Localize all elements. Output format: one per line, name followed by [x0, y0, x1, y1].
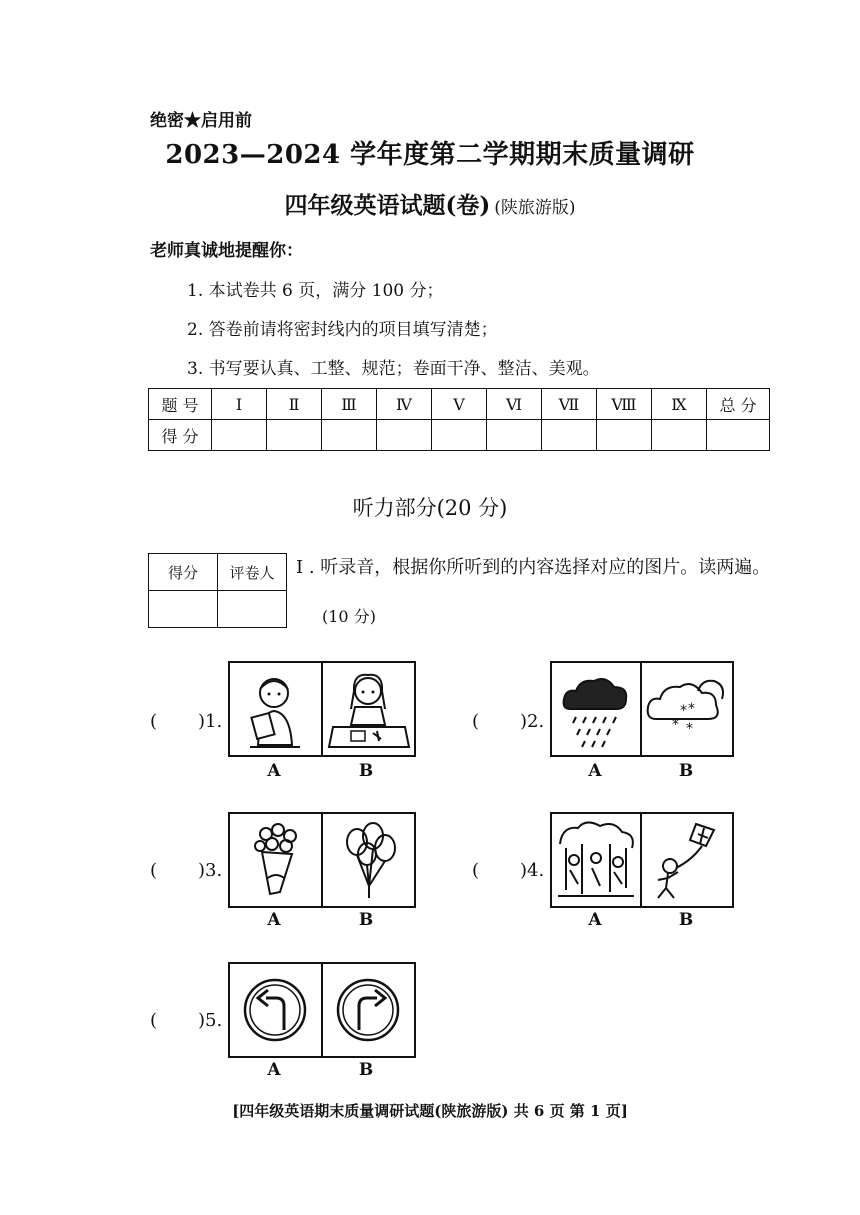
col-7: Ⅶ [542, 389, 597, 420]
col-2: Ⅱ [267, 389, 322, 420]
item-2-number: )2. [520, 711, 545, 732]
col-5: V [432, 389, 487, 420]
option-b-label: B [358, 761, 374, 781]
score-cell[interactable] [487, 420, 542, 451]
exam-subtitle [0, 187, 860, 220]
col-total: 总 分 [707, 389, 770, 420]
grader-score-header: 得分 [149, 554, 218, 591]
option-b-label: B [678, 761, 694, 781]
flower-bouquet-icon[interactable] [230, 814, 323, 906]
item-4-number: )4. [520, 860, 545, 881]
turn-right-sign-icon[interactable] [323, 964, 414, 1056]
answer-paren-open: ( [150, 1010, 158, 1031]
item-2-picture-box [550, 661, 734, 757]
exam-title: 2023—2024 学年度第二学期期末质量调研 [165, 140, 695, 170]
question-1-points: (10 分) [322, 607, 376, 626]
turn-left-sign-icon[interactable] [230, 964, 323, 1056]
drawing-girl-icon[interactable] [323, 663, 414, 755]
edition-label: (陕旅游版) [494, 198, 576, 218]
answer-paren-open: ( [472, 860, 480, 881]
grader-score-cell[interactable] [149, 591, 218, 628]
grader-name-cell[interactable] [218, 591, 287, 628]
svg-text:*: * [688, 701, 695, 717]
option-a-label: A [588, 761, 602, 781]
note-1: 1. 本试卷共 6 页，满分 100 分； [187, 281, 444, 301]
col-1: I [212, 389, 267, 420]
col-3: Ⅲ [322, 389, 377, 420]
note-2: 2. 答卷前请将密封线内的项目填写清楚； [187, 320, 498, 340]
row-label-score: 得 分 [149, 420, 212, 451]
col-9: Ⅸ [652, 389, 707, 420]
flying-kite-icon[interactable] [642, 814, 730, 906]
item-5-number: )5. [198, 1010, 223, 1031]
row-label-question: 题 号 [149, 389, 212, 420]
reminder-heading: 老师真诚地提醒你： [150, 241, 303, 261]
item-1-number: )1. [198, 711, 223, 732]
option-a-label: A [267, 761, 281, 781]
reading-boy-icon[interactable] [230, 663, 323, 755]
col-8: Ⅷ [597, 389, 652, 420]
question-1-instruction: I . 听录音，根据你所听到的内容选择对应的图片。读两遍。 [296, 557, 771, 578]
option-a-label: A [267, 910, 281, 930]
score-cell[interactable] [542, 420, 597, 451]
score-cell[interactable] [597, 420, 652, 451]
option-a-label: A [267, 1060, 281, 1080]
item-3-number: )3. [198, 860, 223, 881]
answer-paren-open: ( [150, 860, 158, 881]
score-cell[interactable] [432, 420, 487, 451]
note-3: 3. 书写要认真、工整、规范；卷面干净、整洁、美观。 [187, 359, 600, 379]
subtitle-text: 四年级英语试题(卷) [284, 192, 491, 219]
item-4-picture-box [550, 812, 734, 908]
grader-name-header: 评卷人 [218, 554, 287, 591]
answer-paren-open: ( [150, 711, 158, 732]
option-b-label: B [358, 1060, 374, 1080]
col-4: Ⅳ [377, 389, 432, 420]
listening-section-title: 听力部分(20 分) [352, 496, 508, 520]
score-table [148, 388, 770, 451]
score-table-score-row [149, 420, 770, 451]
grader-table [148, 553, 287, 628]
confidential-label: 绝密★启用前 [150, 111, 252, 131]
score-table-header-row [149, 389, 770, 420]
svg-text:*: * [680, 703, 687, 719]
item-1-picture-box [228, 661, 416, 757]
answer-paren-open: ( [472, 711, 480, 732]
score-cell[interactable] [267, 420, 322, 451]
option-b-label: B [678, 910, 694, 930]
page-footer: [四年级英语期末质量调研试题(陕旅游版) 共 6 页 第 1 页] [232, 1102, 628, 1120]
score-cell[interactable] [652, 420, 707, 451]
option-a-label: A [588, 910, 602, 930]
item-3-picture-box [228, 812, 416, 908]
rain-cloud-icon[interactable] [552, 663, 642, 755]
item-5-picture-box [228, 962, 416, 1058]
snow-cloud-icon[interactable] [642, 663, 730, 755]
score-cell[interactable] [377, 420, 432, 451]
score-cell[interactable] [212, 420, 267, 451]
svg-text:*: * [686, 721, 693, 737]
balloons-icon[interactable] [323, 814, 414, 906]
planting-trees-icon[interactable] [552, 814, 642, 906]
score-cell[interactable] [322, 420, 377, 451]
col-6: Ⅵ [487, 389, 542, 420]
score-cell-total[interactable] [707, 420, 770, 451]
svg-text:*: * [672, 717, 679, 733]
option-b-label: B [358, 910, 374, 930]
